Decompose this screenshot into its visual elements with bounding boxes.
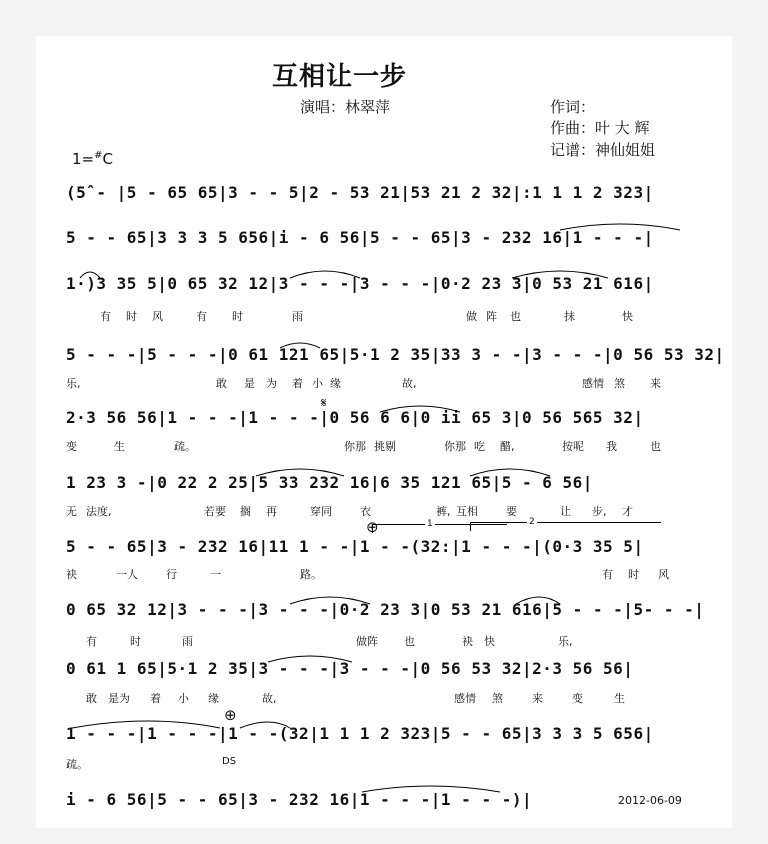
lyric-word: 若要 [204, 505, 226, 518]
lyric-word: 雨 [292, 310, 303, 323]
lyric-word: 时 [130, 635, 141, 648]
lyric-word: 来 [650, 377, 661, 390]
lyricist-credit: 作词： [550, 98, 596, 116]
lyric-word: 煞 [492, 692, 503, 705]
transcription-date: 2012-06-09 [618, 794, 682, 807]
lyric-row-4 [66, 375, 686, 391]
notation-row-7: 5 - - 65|3 - 232 16|11 1 - -|1 - -(32:|1 - - -|(0·3 35 5| [66, 537, 644, 556]
lyric-row-10 [66, 756, 686, 772]
lyric-word: 我 [606, 440, 617, 453]
notation-row-5: 2·3 56 56|1 - - -|1 - - -|0 56 6 6|0 ii 65 3|0 56 565 32| [66, 408, 644, 427]
lyric-word: 小 [312, 377, 323, 390]
lyric-row-9 [66, 690, 686, 706]
lyric-word: 乐, [66, 377, 81, 390]
notation-row-9: 0 61 1 65|5·1 2 35|3 - - -|3 - - -|0 56 53 32|2·3 56 56| [66, 659, 634, 678]
lyric-word: 阵 [486, 310, 497, 323]
lyric-word: 缘 [330, 377, 341, 390]
volta-label: 2 [529, 517, 535, 527]
lyric-word: 穿同 [310, 505, 332, 518]
notation-row-4: 5 - - -|5 - - -|0 61 121 65|5·1 2 35|33 3 - -|3 - - -|0 56 53 32| [66, 345, 725, 364]
lyric-row-3 [66, 308, 686, 324]
lyric-word: 是为 [108, 692, 130, 705]
lyric-word: 快 [622, 310, 633, 323]
lyric-word: 醋, [500, 440, 515, 453]
lyric-word: 步, [592, 505, 607, 518]
lyric-word: 抹 [564, 310, 575, 323]
volta-bracket-2 [470, 517, 661, 531]
volta-label: 1 [427, 519, 433, 529]
lyric-word: 做阵 [356, 635, 378, 648]
lyric-word: 煞 [614, 377, 625, 390]
sharp-icon: # [94, 150, 103, 161]
lyric-word: 袂 [462, 635, 473, 648]
lyric-word: 一 [210, 568, 221, 581]
lyric-word: 做 [466, 310, 477, 323]
lyric-word: 小 [178, 692, 189, 705]
lyric-word: 是 [244, 377, 255, 390]
lyric-word: 来 [532, 692, 543, 705]
key-letter: C [102, 150, 113, 168]
lyric-word: 风 [658, 568, 669, 581]
lyric-word: 变 [572, 692, 583, 705]
lyric-word: 快 [484, 635, 495, 648]
notation-row-6: 1 23 3 -|0 22 2 25|5 33 232 16|6 35 121 65|5 - 6 56| [66, 473, 593, 492]
key-label: 1= [72, 150, 95, 168]
lyric-word: 一人 [116, 568, 138, 581]
lyric-row-6 [66, 503, 686, 519]
lyric-word: 也 [510, 310, 521, 323]
lyric-word: 让 [560, 505, 571, 518]
notation-row-1: (5̂ - |5 - 65 65|3 - - 5|2 - 53 21|53 21 2 32|:1 1 1 2 323| [66, 183, 654, 202]
composer-credit: 作曲：叶 大 辉 [550, 119, 650, 137]
notation-row-3: 1·)3 35 5|0 65 32 12|3 - - -|3 - - -|0·2 23 3|0 53 21 616| [66, 274, 654, 293]
coda-icon: ⊕ [366, 518, 379, 536]
lyric-word: 敢 [216, 377, 227, 390]
lyric-word: 疏。 [174, 440, 196, 453]
lyric-word: 雨 [182, 635, 193, 648]
lyric-word: 乐, [558, 635, 573, 648]
lyric-word: 路。 [300, 568, 322, 581]
lyric-word: 有 [196, 310, 207, 323]
lyric-word: 法度, [86, 505, 112, 518]
coda-icon: ⊕ [224, 706, 237, 724]
lyric-word: 衣 [360, 505, 371, 518]
lyric-word: 挑剔 [374, 440, 396, 453]
lyric-word: 你那 [344, 440, 366, 453]
lyric-word: 无 [66, 505, 77, 518]
lyric-word: 感情 [454, 692, 476, 705]
lyric-word: 再 [266, 505, 277, 518]
lyric-word: 也 [404, 635, 415, 648]
lyric-word: 有 [602, 568, 613, 581]
lyric-word: 时 [232, 310, 243, 323]
lyric-word: 有 [100, 310, 111, 323]
lyric-word: 你那 [444, 440, 466, 453]
lyric-word: 互相 [456, 505, 478, 518]
lyric-word: 为 [266, 377, 277, 390]
key-signature [72, 150, 113, 168]
lyric-word: 有 [86, 635, 97, 648]
ds-mark: DS [222, 756, 237, 767]
notation-row-10: 1 - - -|1 - - -|1 - -(32|1 1 1 2 323|5 - - 65|3 3 3 5 656| [66, 724, 654, 743]
lyric-word: 风 [152, 310, 163, 323]
lyric-word: 时 [126, 310, 137, 323]
lyric-word: 敢 [86, 692, 97, 705]
lyric-word: 才 [622, 505, 633, 518]
lyric-word: 也 [650, 440, 661, 453]
lyric-word: 按呢 [562, 440, 584, 453]
lyric-row-5 [66, 438, 686, 454]
lyric-word: 行 [166, 568, 177, 581]
lyric-word: 感情 [582, 377, 604, 390]
lyric-row-7 [66, 566, 686, 582]
lyric-word: 要 [506, 505, 517, 518]
lyric-word: 疏。 [66, 758, 88, 771]
lyric-word: 生 [114, 440, 125, 453]
lyric-word: 着 [292, 377, 303, 390]
lyric-word: 袂 [66, 568, 77, 581]
lyric-word: 吃 [474, 440, 485, 453]
lyric-word: 时 [628, 568, 639, 581]
lyric-word: 变 [66, 440, 77, 453]
lyric-word: 故, [262, 692, 277, 705]
lyric-word: 着 [150, 692, 161, 705]
notation-row-11: i - 6 56|5 - - 65|3 - 232 16|1 - - -|1 - - -)| [66, 790, 533, 809]
lyric-word: 搁 [240, 505, 251, 518]
notation-row-8: 0 65 32 12|3 - - -|3 - - -|0·2 23 3|0 53 21 616|5 - - -|5- - -| [66, 600, 705, 619]
song-title: 互相让一步 [272, 62, 408, 92]
lyric-word: 裤, [436, 505, 451, 518]
lyric-row-8 [66, 633, 686, 649]
notation-row-2: 5 - - 65|3 3 3 5 656|i - 6 56|5 - - 65|3 - 232 16|1 - - -| [66, 228, 654, 247]
lyric-word: 缘 [208, 692, 219, 705]
segno-icon: 𝄋 [321, 396, 327, 411]
transcriber-credit: 记谱：神仙姐姐 [550, 141, 656, 159]
lyric-word: 生 [614, 692, 625, 705]
lyric-word: 故, [402, 377, 417, 390]
singer-credit: 演唱：林翠萍 [300, 98, 391, 116]
